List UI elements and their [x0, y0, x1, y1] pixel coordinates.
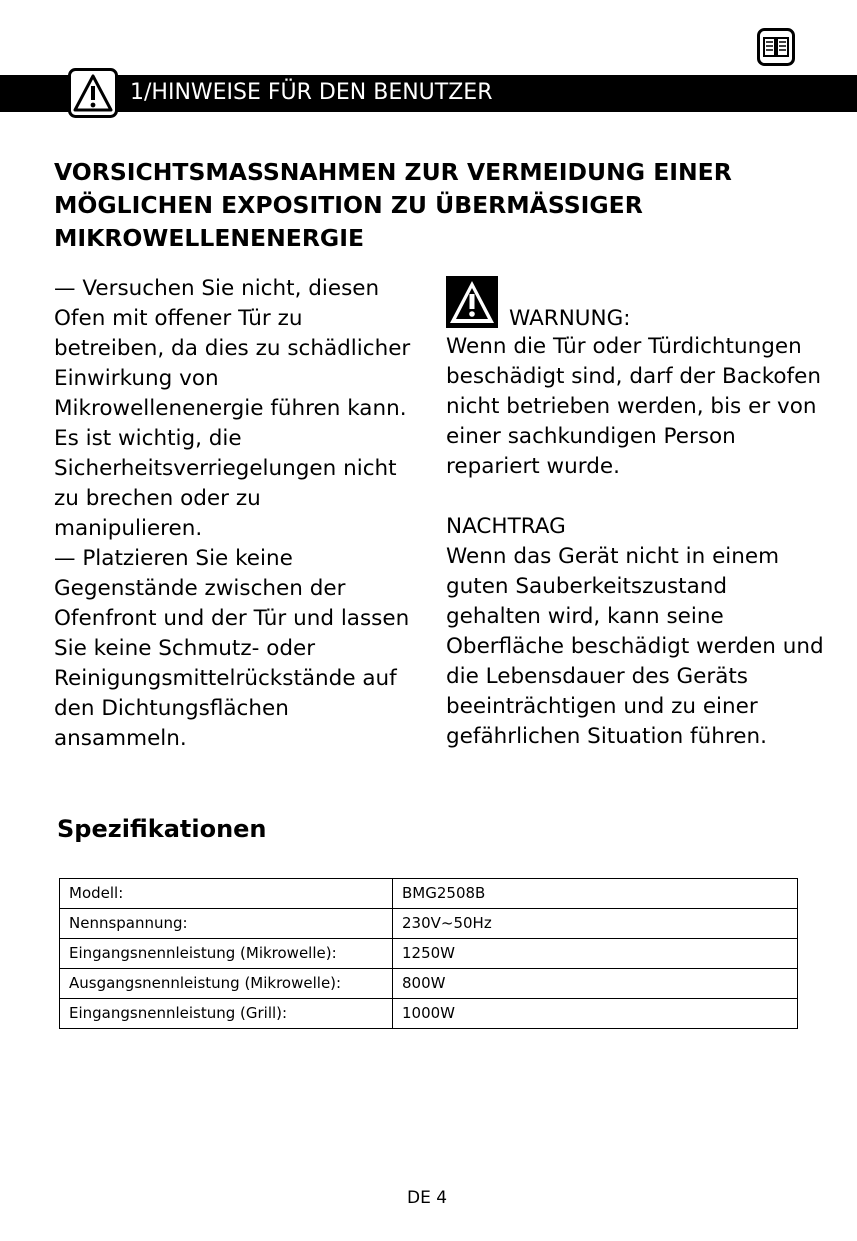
addendum-text: Wenn das Gerät nicht in einem guten Sauberkeitszustand gehalten wird, kann seine Oberfläche beschädigt werden und die Lebensdauer des Geräts beeinträchtigen und zu einer gefährlichen Situation führen.: [446, 544, 824, 749]
specifications-title: Spezifikationen: [57, 815, 267, 843]
page-title-line: MIKROWELLENENERGIE: [54, 224, 365, 252]
table-row: [60, 939, 798, 969]
warning-heading: [446, 276, 826, 332]
table-row: [60, 879, 798, 909]
spec-label: Nennspannung:: [60, 909, 393, 939]
addendum-label: NACHTRAG: [446, 514, 566, 539]
table-row: [60, 969, 798, 999]
table-row: [60, 909, 798, 939]
spec-value: BMG2508B: [393, 879, 798, 909]
section-title: 1/HINWEISE FÜR DEN BENUTZER: [130, 80, 493, 105]
warning-label: WARNUNG:: [509, 306, 631, 331]
spec-label: Modell:: [60, 879, 393, 909]
table-row: [60, 999, 798, 1029]
precaution-paragraph: — Versuchen Sie nicht, diesen Ofen mit offener Tür zu betreiben, da dies zu schädlicher Einwirkung von Mikrowellenenergie führen kann. Es ist wichtig, die Sicherheitsverriegelungen nicht zu brechen oder zu manipulieren.: [54, 276, 411, 541]
warning-column: [446, 276, 826, 752]
page-title-line: VORSICHTSMASSNAHMEN ZUR VERMEIDUNG EINER: [54, 158, 732, 186]
spec-value: 800W: [393, 969, 798, 999]
spec-label: Ausgangsnennleistung (Mikrowelle):: [60, 969, 393, 999]
spec-value: 230V~50Hz: [393, 909, 798, 939]
spec-value: 1250W: [393, 939, 798, 969]
page-title-line: MÖGLICHEN EXPOSITION ZU ÜBERMÄSSIGER: [54, 191, 643, 219]
warning-text: Wenn die Tür oder Türdichtungen beschädigt sind, darf der Backofen nicht betrieben werden, bis er von einer sachkundigen Person repariert wurde.: [446, 334, 821, 479]
spec-label: Eingangsnennleistung (Mikrowelle):: [60, 939, 393, 969]
precaution-paragraph: — Platzieren Sie keine Gegenstände zwischen der Ofenfront und der Tür und lassen Sie keine Schmutz- oder Reinigungsmittelrückstände auf den Dichtungsflächen ansammeln.: [54, 546, 410, 751]
spec-label: Eingangsnennleistung (Grill):: [60, 999, 393, 1029]
warning-sign-icon: [446, 276, 498, 328]
page-number: DE 4: [407, 1188, 448, 1208]
page-title: [54, 156, 814, 255]
manual-book-icon: [757, 28, 795, 66]
spec-value: 1000W: [393, 999, 798, 1029]
precautions-column: [54, 274, 414, 754]
specifications-table: [59, 878, 798, 1029]
warning-triangle-icon: [68, 68, 118, 118]
